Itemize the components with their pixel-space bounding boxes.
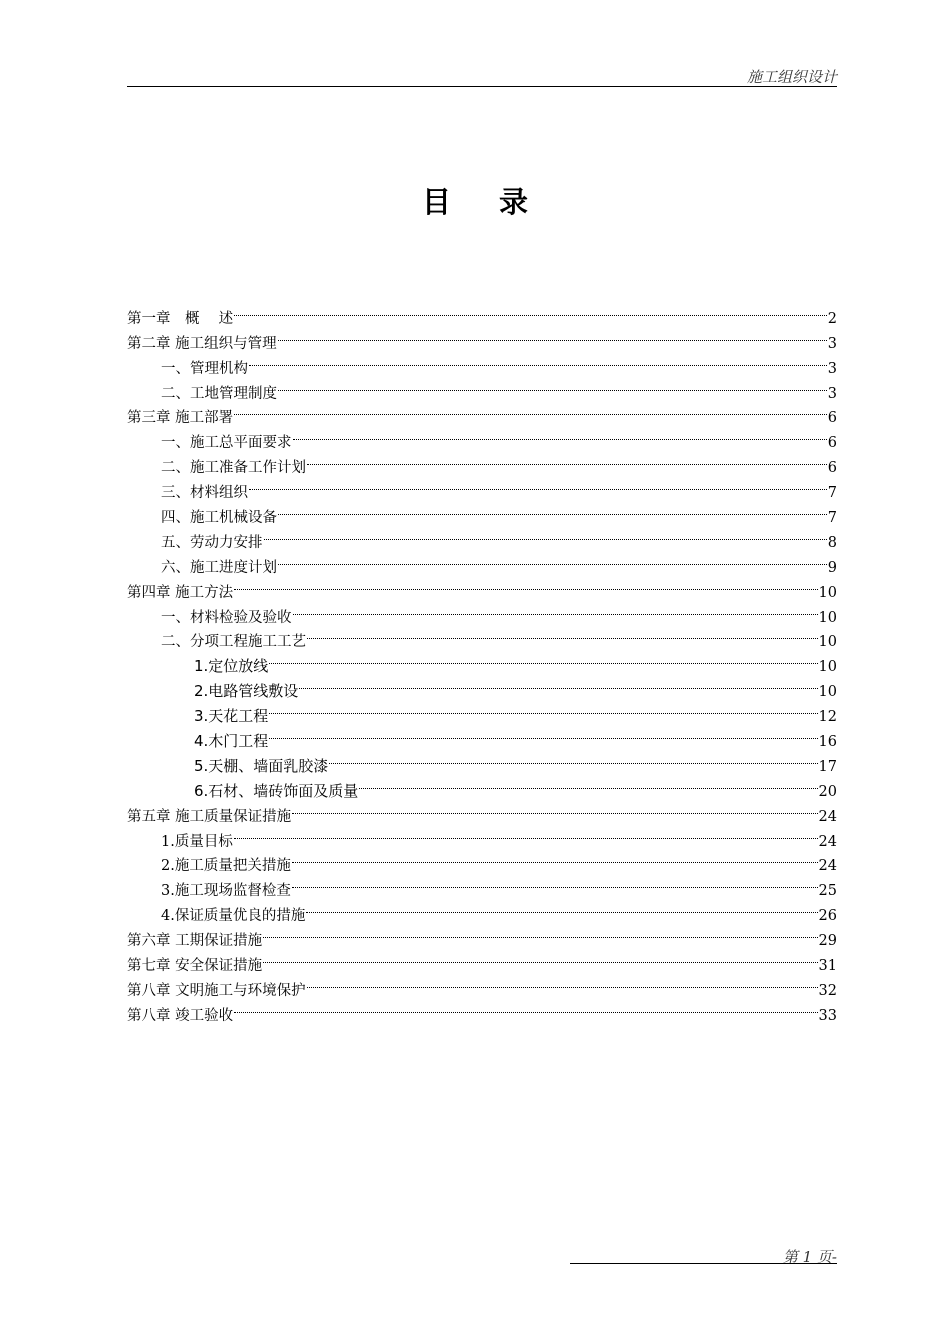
toc-entry-label: 1.质量目标 bbox=[161, 833, 233, 850]
toc-entry-page: 7 bbox=[827, 510, 837, 527]
toc-entry[interactable] bbox=[127, 398, 837, 427]
toc-entry[interactable] bbox=[127, 597, 837, 626]
toc-entry-page: 10 bbox=[818, 609, 837, 626]
toc-dot-leader bbox=[278, 373, 827, 398]
toc-entry-page: 25 bbox=[818, 883, 837, 900]
header-title: 施工组织设计 bbox=[746, 68, 837, 86]
toc-entry-page: 7 bbox=[827, 485, 837, 502]
toc-dot-leader bbox=[293, 597, 818, 622]
toc-entry-label: 3.天花工程 bbox=[194, 707, 269, 726]
toc-entry-page: 9 bbox=[827, 559, 837, 576]
toc-entry-label: 第八章 竣工验收 bbox=[127, 1007, 234, 1024]
toc-dot-leader bbox=[269, 646, 817, 671]
toc-dot-leader bbox=[263, 945, 817, 970]
toc-entry-label: 五、劳动力安排 bbox=[161, 534, 263, 551]
toc-entry-label: 4.木门工程 bbox=[194, 732, 269, 751]
toc-dot-leader bbox=[307, 622, 818, 647]
toc-entry-label: 第八章 文明施工与环境保护 bbox=[127, 982, 306, 999]
toc-dot-leader bbox=[234, 572, 817, 597]
toc-dot-leader bbox=[249, 348, 827, 373]
toc-dot-leader bbox=[292, 846, 818, 871]
toc-entry[interactable] bbox=[127, 323, 837, 352]
footer-page-number: 第 1 页- bbox=[782, 1248, 837, 1266]
toc-entry-page: 31 bbox=[818, 958, 837, 975]
toc-entry-page: 17 bbox=[818, 758, 837, 775]
toc-entry-label: 第一章 概 述 bbox=[127, 310, 234, 327]
toc-entry-page: 6 bbox=[827, 410, 837, 427]
toc-entry-page: 6 bbox=[827, 460, 837, 477]
toc-entry-page: 8 bbox=[827, 534, 837, 551]
toc-entry-page: 24 bbox=[818, 808, 837, 825]
toc-entry-label: 一、材料检验及验收 bbox=[161, 609, 292, 626]
toc-entry[interactable] bbox=[127, 846, 837, 875]
toc-dot-leader bbox=[299, 671, 817, 696]
toc-dot-leader bbox=[292, 870, 818, 895]
footer-rule bbox=[570, 1263, 837, 1264]
toc-entry-label: 第四章 施工方法 bbox=[127, 584, 234, 601]
toc-entry-label: 3.施工现场监督检查 bbox=[161, 883, 291, 900]
toc-entry-page: 2 bbox=[827, 310, 837, 327]
toc-dot-leader bbox=[249, 472, 827, 497]
toc-entry-label: 一、管理机构 bbox=[161, 360, 248, 377]
toc-entry-label: 第三章 施工部署 bbox=[127, 410, 234, 427]
toc-dot-leader bbox=[307, 447, 827, 472]
toc-entry-label: 6.石材、墙砖饰面及质量 bbox=[194, 781, 359, 800]
toc-entry-label: 2.施工质量把关措施 bbox=[161, 858, 291, 875]
toc-dot-leader bbox=[263, 920, 817, 945]
toc-entry[interactable] bbox=[127, 995, 837, 1024]
toc-entry-page: 20 bbox=[818, 783, 837, 800]
toc-entry[interactable] bbox=[127, 572, 837, 601]
toc-entry-label: 2.电路管线敷设 bbox=[194, 682, 299, 701]
toc-entry-label: 二、施工准备工作计划 bbox=[161, 460, 306, 477]
toc-entry-label: 一、施工总平面要求 bbox=[161, 435, 292, 452]
toc-title: 目录 bbox=[421, 185, 576, 219]
toc-dot-leader bbox=[359, 771, 817, 796]
toc-entry-page: 32 bbox=[818, 982, 837, 999]
toc-entry-page: 10 bbox=[818, 659, 837, 676]
toc-entry-label: 二、工地管理制度 bbox=[161, 385, 277, 402]
toc-entry-page: 10 bbox=[818, 584, 837, 601]
toc-entry-page: 24 bbox=[818, 858, 837, 875]
toc-dot-leader bbox=[269, 721, 817, 746]
toc-dot-leader bbox=[269, 696, 817, 721]
toc-entry-page: 26 bbox=[818, 908, 837, 925]
toc-dot-leader bbox=[264, 522, 827, 547]
toc-entry-page: 6 bbox=[827, 435, 837, 452]
toc-dot-leader bbox=[234, 298, 827, 323]
toc-entry-page: 3 bbox=[827, 360, 837, 377]
toc-entry-label: 5.天棚、墙面乳胶漆 bbox=[194, 756, 329, 775]
table-of-contents bbox=[127, 298, 837, 1024]
toc-entry-label: 第五章 施工质量保证措施 bbox=[127, 808, 292, 825]
toc-entry-page: 10 bbox=[818, 684, 837, 701]
toc-entry-label: 第二章 施工组织与管理 bbox=[127, 335, 277, 352]
toc-entry-label: 三、材料组织 bbox=[161, 485, 248, 502]
toc-entry[interactable] bbox=[127, 422, 837, 452]
toc-dot-leader bbox=[234, 821, 818, 846]
toc-entry-label: 第六章 工期保证措施 bbox=[127, 933, 263, 950]
toc-entry-page: 29 bbox=[818, 933, 837, 950]
toc-entry-label: 二、分项工程施工工艺 bbox=[161, 634, 306, 651]
toc-dot-leader bbox=[278, 547, 827, 572]
toc-entry-page: 3 bbox=[827, 335, 837, 352]
toc-entry-page: 33 bbox=[818, 1007, 837, 1024]
toc-entry[interactable] bbox=[127, 298, 837, 327]
toc-dot-leader bbox=[278, 323, 827, 348]
toc-entry-page: 24 bbox=[818, 833, 837, 850]
toc-dot-leader bbox=[292, 796, 817, 821]
toc-entry-label: 六、施工进度计划 bbox=[161, 559, 277, 576]
toc-entry[interactable] bbox=[127, 821, 837, 850]
toc-entry-label: 4.保证质量优良的措施 bbox=[161, 908, 306, 925]
toc-dot-leader bbox=[307, 970, 818, 995]
toc-entry-page: 10 bbox=[818, 634, 837, 651]
toc-entry-label: 第七章 安全保证措施 bbox=[127, 958, 263, 975]
toc-dot-leader bbox=[234, 398, 827, 423]
toc-entry-page: 12 bbox=[818, 709, 837, 726]
toc-entry-page: 16 bbox=[818, 734, 837, 751]
toc-dot-leader bbox=[234, 995, 817, 1020]
toc-dot-leader bbox=[306, 895, 817, 920]
toc-entry-label: 四、施工机械设备 bbox=[161, 510, 277, 527]
header-rule bbox=[127, 86, 837, 87]
toc-dot-leader bbox=[293, 422, 827, 447]
toc-entry-page: 3 bbox=[827, 385, 837, 402]
toc-entry-label: 1.定位放线 bbox=[194, 657, 269, 676]
toc-dot-leader bbox=[329, 746, 817, 771]
toc-dot-leader bbox=[278, 497, 827, 522]
